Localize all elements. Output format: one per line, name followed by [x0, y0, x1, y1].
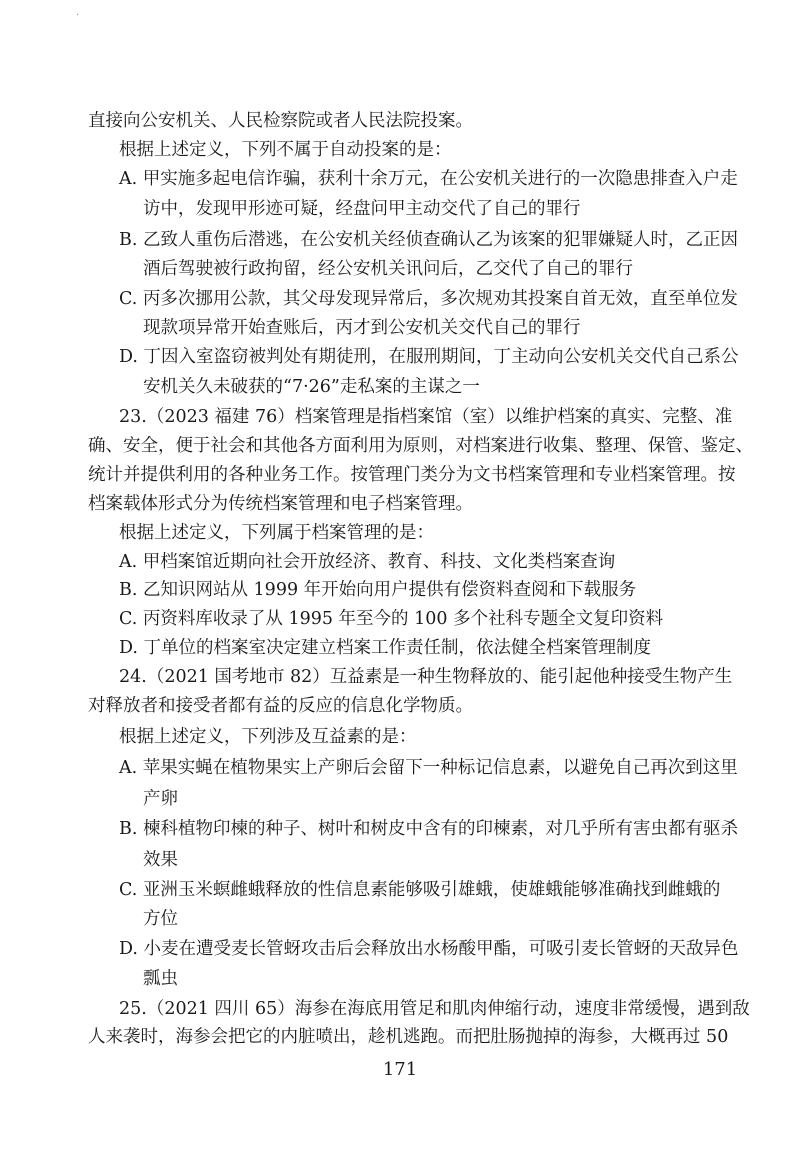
option-line: D. 丁单位的档案室决定建立档案工作责任制，依法健全档案管理制度 [119, 638, 652, 658]
option-line: B. 乙知识网站从 1999 年开始向用户提供有偿资料查阅和下载服务 [119, 580, 637, 600]
text-line: 档案载体形式分为传统档案管理和电子档案管理。 [88, 494, 473, 514]
option-line: C. 亚洲玉米螟雌蛾释放的性信息素能够吸引雄蛾，使雄蛾能够准确找到雌蛾的 [119, 880, 721, 900]
option-line: D. 小麦在遭受麦长管蚜攻击后会释放出水杨酸甲酯，可吸引麦长管蚜的天敌异色 [119, 939, 739, 959]
option-continuation: 安机关久未破获的“7·26”走私案的主谋之一 [143, 377, 480, 397]
option-line: A. 苹果实蝇在植物果实上产卵后会留下一种标记信息素，以避免自己再次到这里 [119, 758, 738, 778]
option-continuation: 效果 [143, 850, 178, 870]
text-line: 确、安全，便于社会和其他各方面利用为原则，对档案进行收集、整理、保管、鉴定、 [88, 436, 753, 456]
text-line: 直接向公安机关、人民检察院或者人民法院投案。 [88, 111, 473, 131]
option-line: B. 楝科植物印楝的种子、树叶和树皮中含有的印楝素，对几乎所有害虫都有驱杀 [119, 819, 738, 839]
text-line: 统计并提供利用的各种业务工作。按管理门类分为文书档案管理和专业档案管理。按 [88, 465, 736, 485]
option-continuation: 瓢虫 [143, 969, 178, 989]
question-line: 25.（2021 四川 65）海参在海底用管足和肌肉伸缩行动，速度非常缓慢，遇到敌 [119, 999, 750, 1019]
option-continuation: 现款项异常开始查账后，丙才到公安机关交代自己的罪行 [143, 318, 581, 338]
option-continuation: 方位 [143, 909, 178, 929]
question-line: 24.（2021 国考地市 82）互益素是一种生物释放的、能引起他种接受生物产生 [119, 667, 733, 687]
scan-mark: · [76, 10, 80, 21]
question-line: 23.（2023 福建 76）档案管理是指档案馆（室）以维护档案的真实、完整、准 [119, 407, 733, 427]
text-line: 人来袭时，海参会把它的内脏喷出，趁机逃跑。而把肚肠抛掉的海参，大概再过 50 [88, 1027, 729, 1047]
option-continuation: 酒后驾驶被行政拘留，经公安机关讯问后，乙交代了自己的罪行 [143, 259, 633, 279]
option-line: A. 甲实施多起电信诈骗，获利十余万元，在公安机关进行的一次隐患排查入户走 [119, 169, 738, 189]
text-line: 根据上述定义，下列不属于自动投案的是： [119, 140, 452, 160]
text-line: 根据上述定义，下列属于档案管理的是： [119, 523, 434, 543]
text-line: 对释放者和接受者都有益的反应的信息化学物质。 [88, 696, 473, 716]
option-line: B. 乙致人重伤后潜逃，在公安机关经侦查确认乙为该案的犯罪嫌疑人时，乙正因 [119, 230, 738, 250]
option-continuation: 产卵 [143, 789, 178, 809]
option-line: C. 丙资料库收录了从 1995 年至今的 100 多个社科专题全文复印资料 [119, 609, 664, 629]
option-line: A. 甲档案馆近期向社会开放经济、教育、科技、文化类档案查询 [119, 552, 616, 572]
text-line: 根据上述定义，下列涉及互益素的是： [119, 727, 417, 747]
option-continuation: 访中，发现甲形迹可疑，经盘问甲主动交代了自己的罪行 [143, 199, 581, 219]
page-number: 171 [382, 1059, 418, 1080]
option-line: C. 丙多次挪用公款，其父母发现异常后，多次规劝其投案自首无效，直至单位发 [119, 289, 738, 309]
option-line: D. 丁因入室盗窃被判处有期徒刑，在服刑期间，丁主动向公安机关交代自己系公 [119, 347, 739, 367]
